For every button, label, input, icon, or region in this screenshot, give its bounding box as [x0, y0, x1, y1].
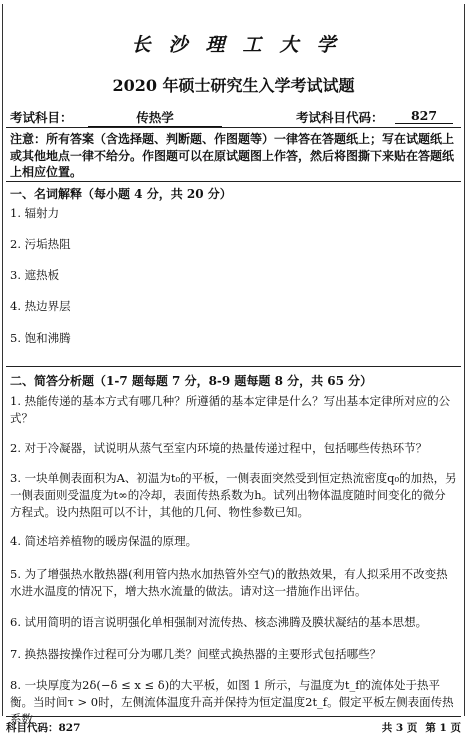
section2-item: 3. 一块单侧表面积为A、初温为t₀的平板，一侧表面突然受到恒定热流密度q₀的加热，另一侧表面则受温度为t∞的冷却，表面传热系数为h。试列出物体温度随时间变化的微分方程式。设内热阻可以不计，其他的几何、物性参数已知。 [10, 471, 457, 519]
section2-item: 1. 热能传递的基本方式有哪几种？所遵循的基本定律是什么？写出基本定律所对应的公式？ [10, 394, 451, 425]
exam-title: 2020 年硕士研究生入学考试试题 [112, 76, 355, 95]
section2-item: 5. 为了增强热水散热器(利用管内热水加热管外空气)的散热效果，有人拟采用不改变热水进水温度的情况下，增大热水流量的做法。请对这一措施作出评估。 [10, 567, 448, 598]
page-footer [6, 720, 461, 734]
section2-item: 4. 简述培养植物的暖房保温的原理。 [10, 534, 198, 548]
subject-label: 考试科目： [10, 110, 73, 125]
section2-item: 7. 换热器按操作过程可分为哪几类？间壁式换热器的主要形式包括哪些？ [10, 647, 382, 661]
divider-section2 [6, 366, 461, 367]
subject-row [10, 108, 457, 126]
section2-item: 2. 对于冷凝器，试说明从蒸气至室内环境的热量传递过程中，包括哪些传热环节？ [10, 441, 428, 455]
section1-item: 2. 污垢热阻 [10, 237, 71, 251]
subject-value: 传热学 [88, 108, 222, 127]
divider-footer [6, 716, 461, 717]
section1-item: 1. 辐射力 [10, 206, 60, 220]
section1-item: 5. 饱和沸腾 [10, 331, 71, 345]
notice-text: 注意：所有答案（含选择题、判断题、作图题等）一律答在答题纸上；写在试题纸上或其他地点一律不给分。作图题可以在原试题图上作答，然后将图撕下来贴在答题纸上相应位置。 [10, 132, 455, 179]
code-label: 考试科目代码： [296, 110, 384, 125]
section2-title: 二、简答分析题（1-7 题每题 7 分，8-9 题每题 8 分，共 65 分） [10, 374, 373, 388]
section1-title: 一、名词解释（每小题 4 分，共 20 分） [10, 187, 232, 201]
footer-page-number: 第 1 页 [425, 722, 461, 734]
university-name: 长沙理工大学 [131, 34, 354, 56]
section1-item: 4. 热边界层 [10, 299, 71, 313]
footer-total-pages: 共 3 页 [381, 722, 418, 734]
divider-notice [6, 181, 461, 182]
code-value: 827 [395, 108, 453, 124]
divider-top [6, 127, 461, 128]
footer-pagination [374, 720, 461, 735]
section2-item: 6. 试用简明的语言说明强化单相强制对流传热、核态沸腾及膜状凝结的基本思想。 [10, 615, 428, 629]
section2-item: 8. 一块厚度为2δ(−δ ≤ x ≤ δ)的大平板，如图 1 所示，与温度为t_f的流体处于热平衡。当时间τ > 0时，左侧流体温度升高并保持为恒定温度2t_f。假定平板左侧表面传热系数 [10, 678, 454, 726]
section1-item: 3. 遮热板 [10, 268, 60, 282]
footer-subject-code: 科目代码：827 [6, 722, 81, 734]
